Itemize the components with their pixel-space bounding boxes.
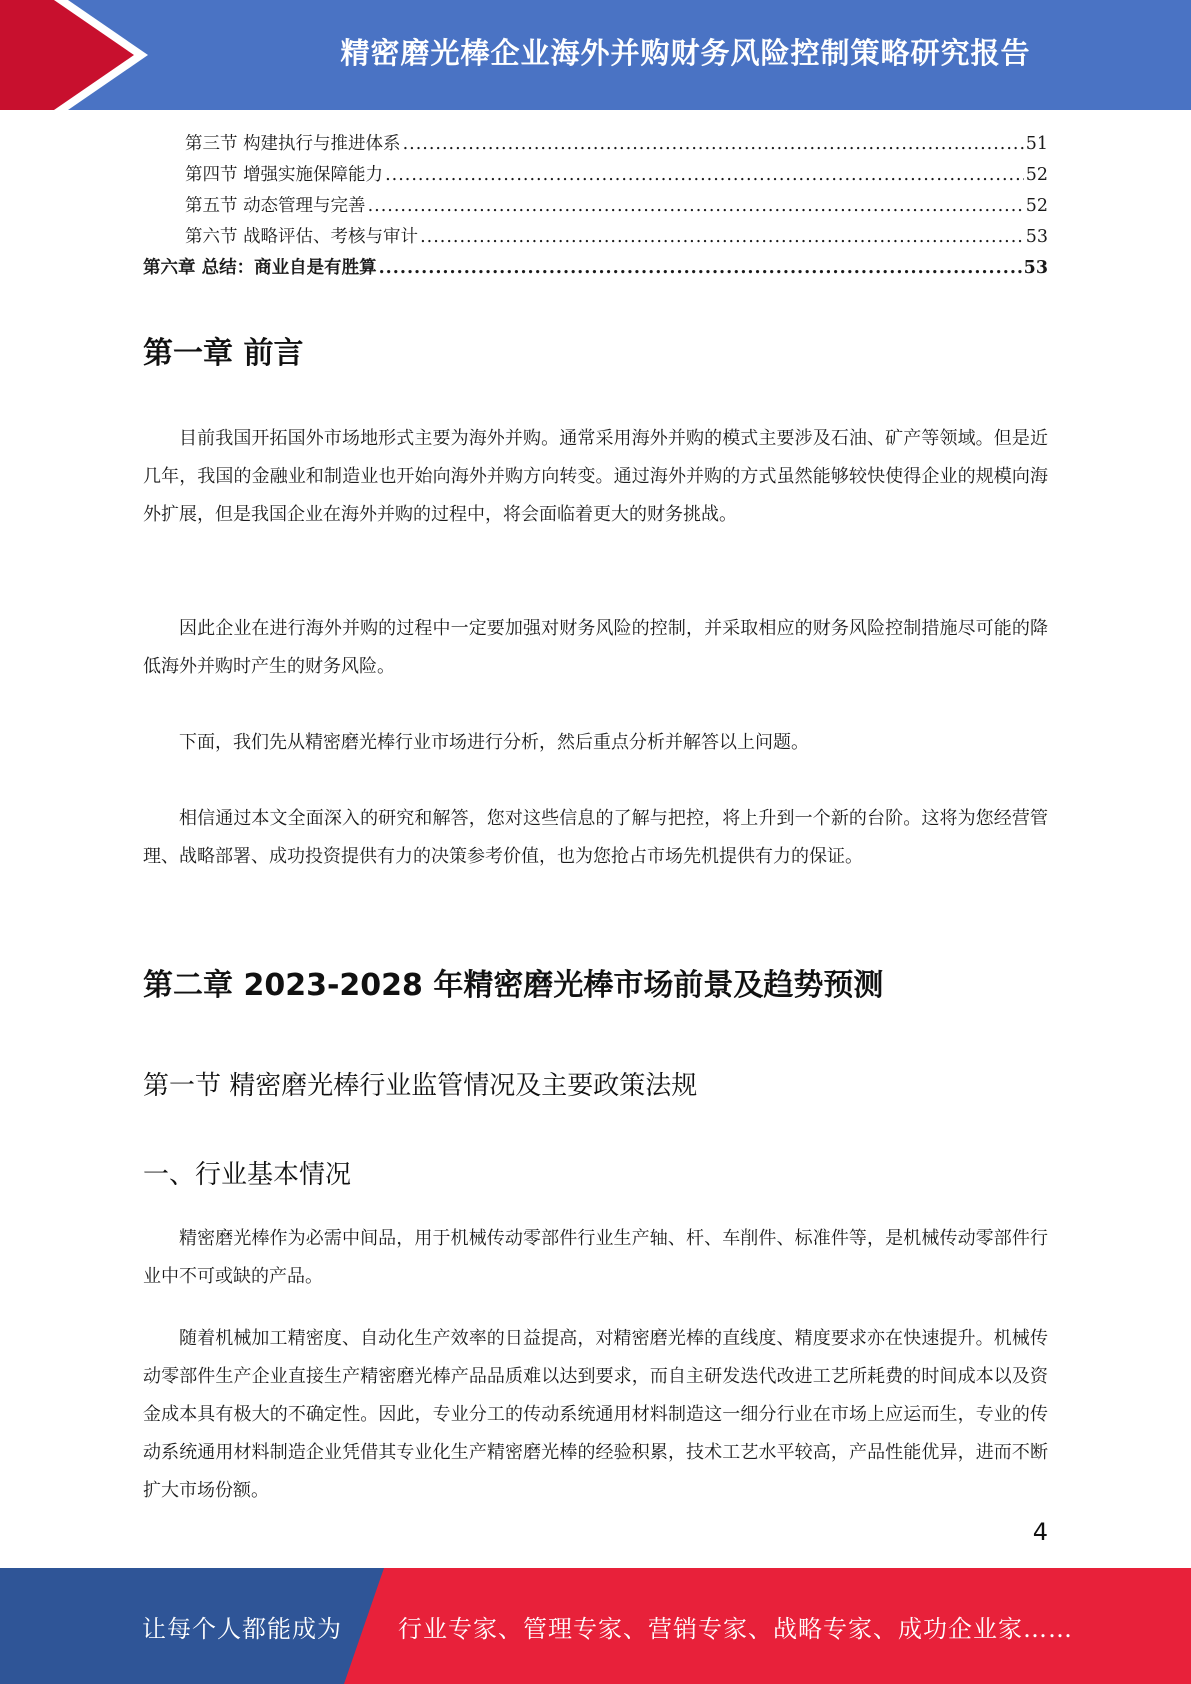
toc-entry-chapter[interactable] [143, 254, 1048, 285]
toc-entry-label: 第五节 动态管理与完善 [185, 196, 366, 216]
toc-leader-dots [403, 134, 1024, 154]
toc-entry-page: 53 [1025, 227, 1048, 247]
chapter-2-title: 第二章 2023-2028 年精密磨光棒市场前景及趋势预测 [143, 968, 884, 1003]
toc-entry[interactable] [143, 192, 1048, 223]
chapter-1-paragraph: 相信通过本文全面深入的研究和解答，您对这些信息的了解与把控，将上升到一个新的台阶。这将为您经营管理、战略部署、成功投资提供有力的决策参考价值，也为您抢占市场先机提供有力的保证。 [143, 808, 1048, 867]
table-of-contents [143, 130, 1048, 285]
section-title: 第一节 精密磨光棒行业监管情况及主要政策法规 [143, 1071, 698, 1101]
chapter-1-paragraph: 目前我国开拓国外市场地形式主要为海外并购。通常采用海外并购的模式主要涉及石油、矿产等领域。但是近几年，我国的金融业和制造业也开始向海外并购方向转变。通过海外并购的方式虽然能够较快使得企业的规模向海外扩展，但是我国企业在海外并购的过程中，将会面临着更大的财务挑战。 [143, 428, 1048, 525]
chapter-2-paragraph: 随着机械加工精密度、自动化生产效率的日益提高，对精密磨光棒的直线度、精度要求亦在快速提升。机械传动零部件生产企业直接生产精密磨光棒产品品质难以达到要求，而自主研发迭代改进工艺所耗费的时间成本以及资金成本具有极大的不确定性。因此，专业分工的传动系统通用材料制造这一细分行业在市场上应运而生，专业的传动系统通用材料制造企业凭借其专业化生产精密磨光棒的经验积累，技术工艺水平较高，产品性能优异，进而不断扩大市场份额。 [143, 1328, 1048, 1501]
footer-slogan-right: 行业专家、管理专家、营销专家、战略专家、成功企业家…… [398, 1614, 1073, 1643]
page-footer [0, 1568, 1191, 1684]
chapter-1-paragraph: 因此企业在进行海外并购的过程中一定要加强对财务风险的控制，并采取相应的财务风险控制措施尽可能的降低海外并购时产生的财务风险。 [143, 618, 1048, 677]
chapter-1-paragraph: 下面，我们先从精密磨光棒行业市场进行分析，然后重点分析并解答以上问题。 [179, 732, 809, 753]
toc-leader-dots [385, 165, 1024, 185]
page-number: 4 [1032, 1518, 1048, 1546]
toc-entry-page: 53 [1023, 258, 1048, 278]
toc-leader-dots [379, 258, 1022, 278]
subsection-title: 一、行业基本情况 [143, 1160, 352, 1190]
toc-leader-dots [420, 227, 1024, 247]
toc-entry-label: 第四节 增强实施保障能力 [185, 165, 384, 185]
toc-entry-label: 第六章 总结：商业自是有胜算 [143, 258, 377, 278]
toc-leader-dots [368, 196, 1024, 216]
chapter-2-paragraph: 精密磨光棒作为必需中间品，用于机械传动零部件行业生产轴、杆、车削件、标准件等，是机械传动零部件行业中不可或缺的产品。 [143, 1228, 1048, 1287]
chapter-1-title: 第一章 前言 [143, 336, 304, 371]
toc-entry-page: 52 [1025, 196, 1048, 216]
report-title: 精密磨光棒企业海外并购财务风险控制策略研究报告 [340, 35, 1031, 70]
toc-entry[interactable] [143, 223, 1048, 254]
toc-entry[interactable] [143, 161, 1048, 192]
toc-entry-page: 52 [1025, 165, 1048, 185]
toc-entry-label: 第三节 构建执行与推进体系 [185, 134, 401, 154]
footer-slogan-left: 让每个人都能成为 [142, 1614, 342, 1643]
toc-entry-page: 51 [1025, 134, 1048, 154]
toc-entry-label: 第六节 战略评估、考核与审计 [185, 227, 419, 247]
toc-entry[interactable] [143, 130, 1048, 161]
page-header [0, 0, 1191, 110]
